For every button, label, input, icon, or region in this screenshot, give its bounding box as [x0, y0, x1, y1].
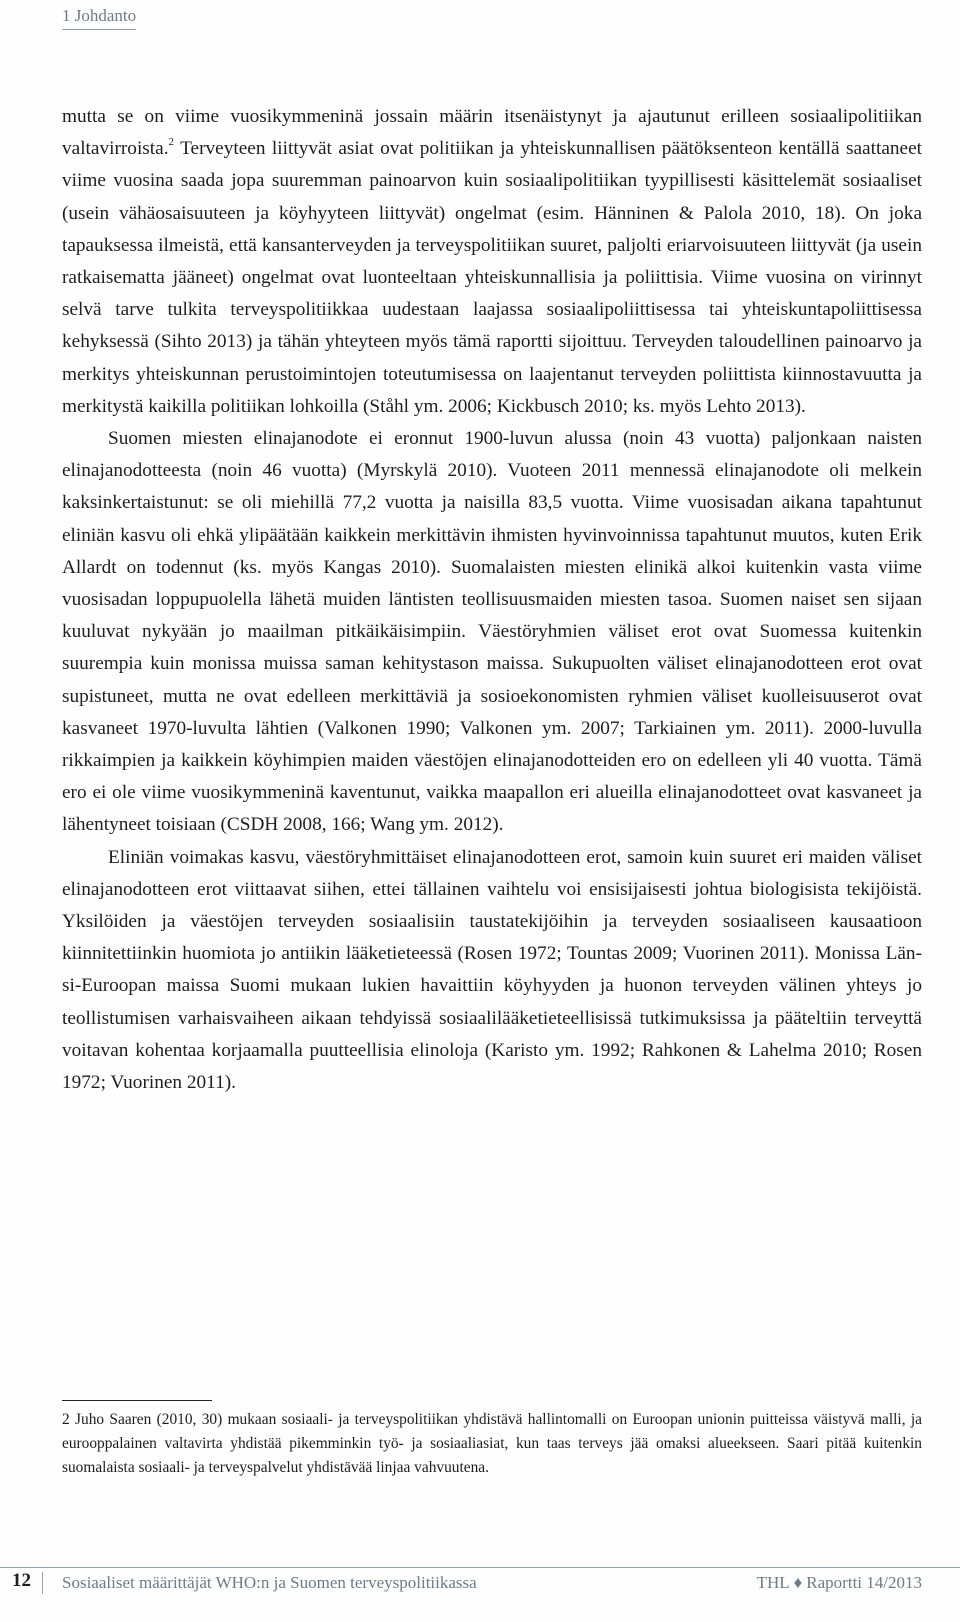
paragraph-1 — [62, 101, 922, 423]
footer-report-number: Raportti 14/2013 — [806, 1573, 922, 1592]
footer-divider — [0, 1567, 960, 1568]
footer-publication-title: Sosiaaliset määrittäjät WHO:n ja Suomen terveyspolitiikassa — [62, 1573, 477, 1592]
paragraph-2: Suomen miesten elinajanodote ei eronnut 1900-luvun alussa (noin 43 vuotta) paljonkaan naisten elinajanodotteesta (noin 46 vuotta) (Myrskylä 2010). Vuoteen 2011 mennessä elinajanodote oli melkein kaksinkertaistunut: se oli miehillä 77,2 vuotta ja naisilla 83,5 vuotta. Viime vuosisadan aikana tapahtunut eliniän kasvu oli ehkä ylipäätään kaikkein merkittävin ihmisten hyvinvoinnissa tapahtunut muutos, kuten Erik Allardt on todennut (ks. myös Kangas 2010). Suomalaisten miesten elinikä alkoi kuitenkin vasta viime vuosisadan loppupuolella lähetä muiden läntisten teollisuusmaiden miesten tasoa. Suomen naiset sen sijaan kuuluvat nykyään jo maailman pitkäikäisimpiin. Väestöryhmien väliset erot ovat Suomessa kuitenkin suurempia kuin monissa muissa saman kehitystason maissa. Sukupuolten väliset elinajanodotteen erot ovat supistuneet, mutta ne ovat edelleen merkittäviä ja sosioekonomisten ryhmien väliset kuolleisuuserot ovat kasvaneet 1970-luvulta lähtien (Valkonen 1990; Valkonen ym. 2007; Tarkiainen ym. 2011). 2000-luvulla rikkaimpien ja kaikkein köyhimpien maiden väestöjen elinajanodotteiden ero on edelleen yli 40 vuotta. Tämä ero ei ole viime vuosikymmeninä kaventunut, vaikka maapallon eri alueilla elinajanodotteet ovat kasvaneet ja lähentyneet toisiaan (CSDH 2008, 166; Wang ym. 2012). — [62, 428, 922, 836]
footnote-divider — [62, 1400, 212, 1401]
footnote-2: 2 Juho Saaren (2010, 30) mukaan sosiaali- ja terveyspolitiikan yhdistävä hallintomalli on Euroopan unionin puitteissa väistyvä malli, ja eurooppalainen valtavirta yhdistää pikemminkin työ- ja sosiaaliasiat, kun taas terveys jää omaksi alueekseen. Saari pitää kuitenkin suomalaista sosiaali- ja terveyspalvelut yhdistävää linjaa vahvuutena. — [62, 1411, 922, 1476]
footnote-reference[interactable]: 2 — [168, 135, 175, 148]
running-header-chapter: 1 Johdanto — [62, 6, 136, 30]
diamond-icon: ♦ — [793, 1573, 803, 1592]
paragraph-1-part-1: mutta se on viime vuosikymmeninä jossain määrin itsenäistynyt ja ajautunut erilleen sosiaalipolitiikan valtavirroista. — [62, 106, 922, 160]
page-number: 12 — [12, 1570, 31, 1591]
paragraph-3: Eliniän voimakas kasvu, väestöryhmittäiset elinajanodotteen erot, samoin kuin suuret eri maiden väliset elinajanodotteen erot viittaavat siihen, ettei tällainen vaihtelu voi ensisijaisesti johtua biologisista tekijöistä. Yksilöiden ja väestöjen terveyden sosiaalisiin taustatekijöihin ja terveyden sosiaaliseen kausaatioon kiinnitettiinkin huomiota jo antiikin lääketieteessä (Rosen 1972; Tountas 2009; Vuorinen 2011). Monissa Länsi-Euroopan maissa Suomi mukaan lukien havaittiin köyhyyden ja huonon terveyden välinen yhteys jo teollistumisen varhaisvaiheen aikaan tehdyissä sosiaalilääketieteellisissä tutkimuksissa ja pääteltiin terveyttä voitavan kohentaa korjaamalla puutteellisia elinoloja (Karisto ym. 1992; Rahkonen & Lahelma 2010; Rosen 1972; Vuorinen 2011). — [62, 846, 922, 1094]
footer-series — [757, 1573, 922, 1593]
paragraph-1-part-2: Terveyteen liittyvät asiat ovat politiikan ja yhteiskunnallisen päätöksenteon kentällä saattaneet viime vuosina saada jopa suuremman painoarvon kuin sosiaalipolitiikan tyypillisesti käsittelemät sosiaaliset (usein vähäosaisuuteen ja köyhyyteen liittyvät) ongelmat (esim. Hänninen & Palola 2010, 18). On joka tapauksessa ilmeistä, että kansanterveyden ja terveyspolitiikan suuret, paljolti eriarvoisuuteen liittyvät (ja usein ratkaisematta jääneet) ongelmat ovat luonteeltaan yhteiskunnallisia ja poliittisia. Viime vuosina on virinnyt selvä tarve tulkita terveyspolitiikkaa uudestaan laajassa sosiaalipoliittisessa tai yhteiskuntapoliittisessa kehyksessä (Sihto 2013) ja tähän yhteyteen myös tämä raportti sijoittuu. Terveyden taloudellinen painoarvo ja merkitys yhteiskunnan perustoimintojen toteutumisessa on laajentanut terveyden poliittista kiinnostavuutta ja merkitystä kaikilla politiikan lohkoilla (Ståhl ym. 2006; Kickbusch 2010; ks. myös Lehto 2013). — [62, 138, 922, 417]
body-text — [62, 101, 922, 1099]
footer-publisher: THL — [756, 1573, 790, 1592]
